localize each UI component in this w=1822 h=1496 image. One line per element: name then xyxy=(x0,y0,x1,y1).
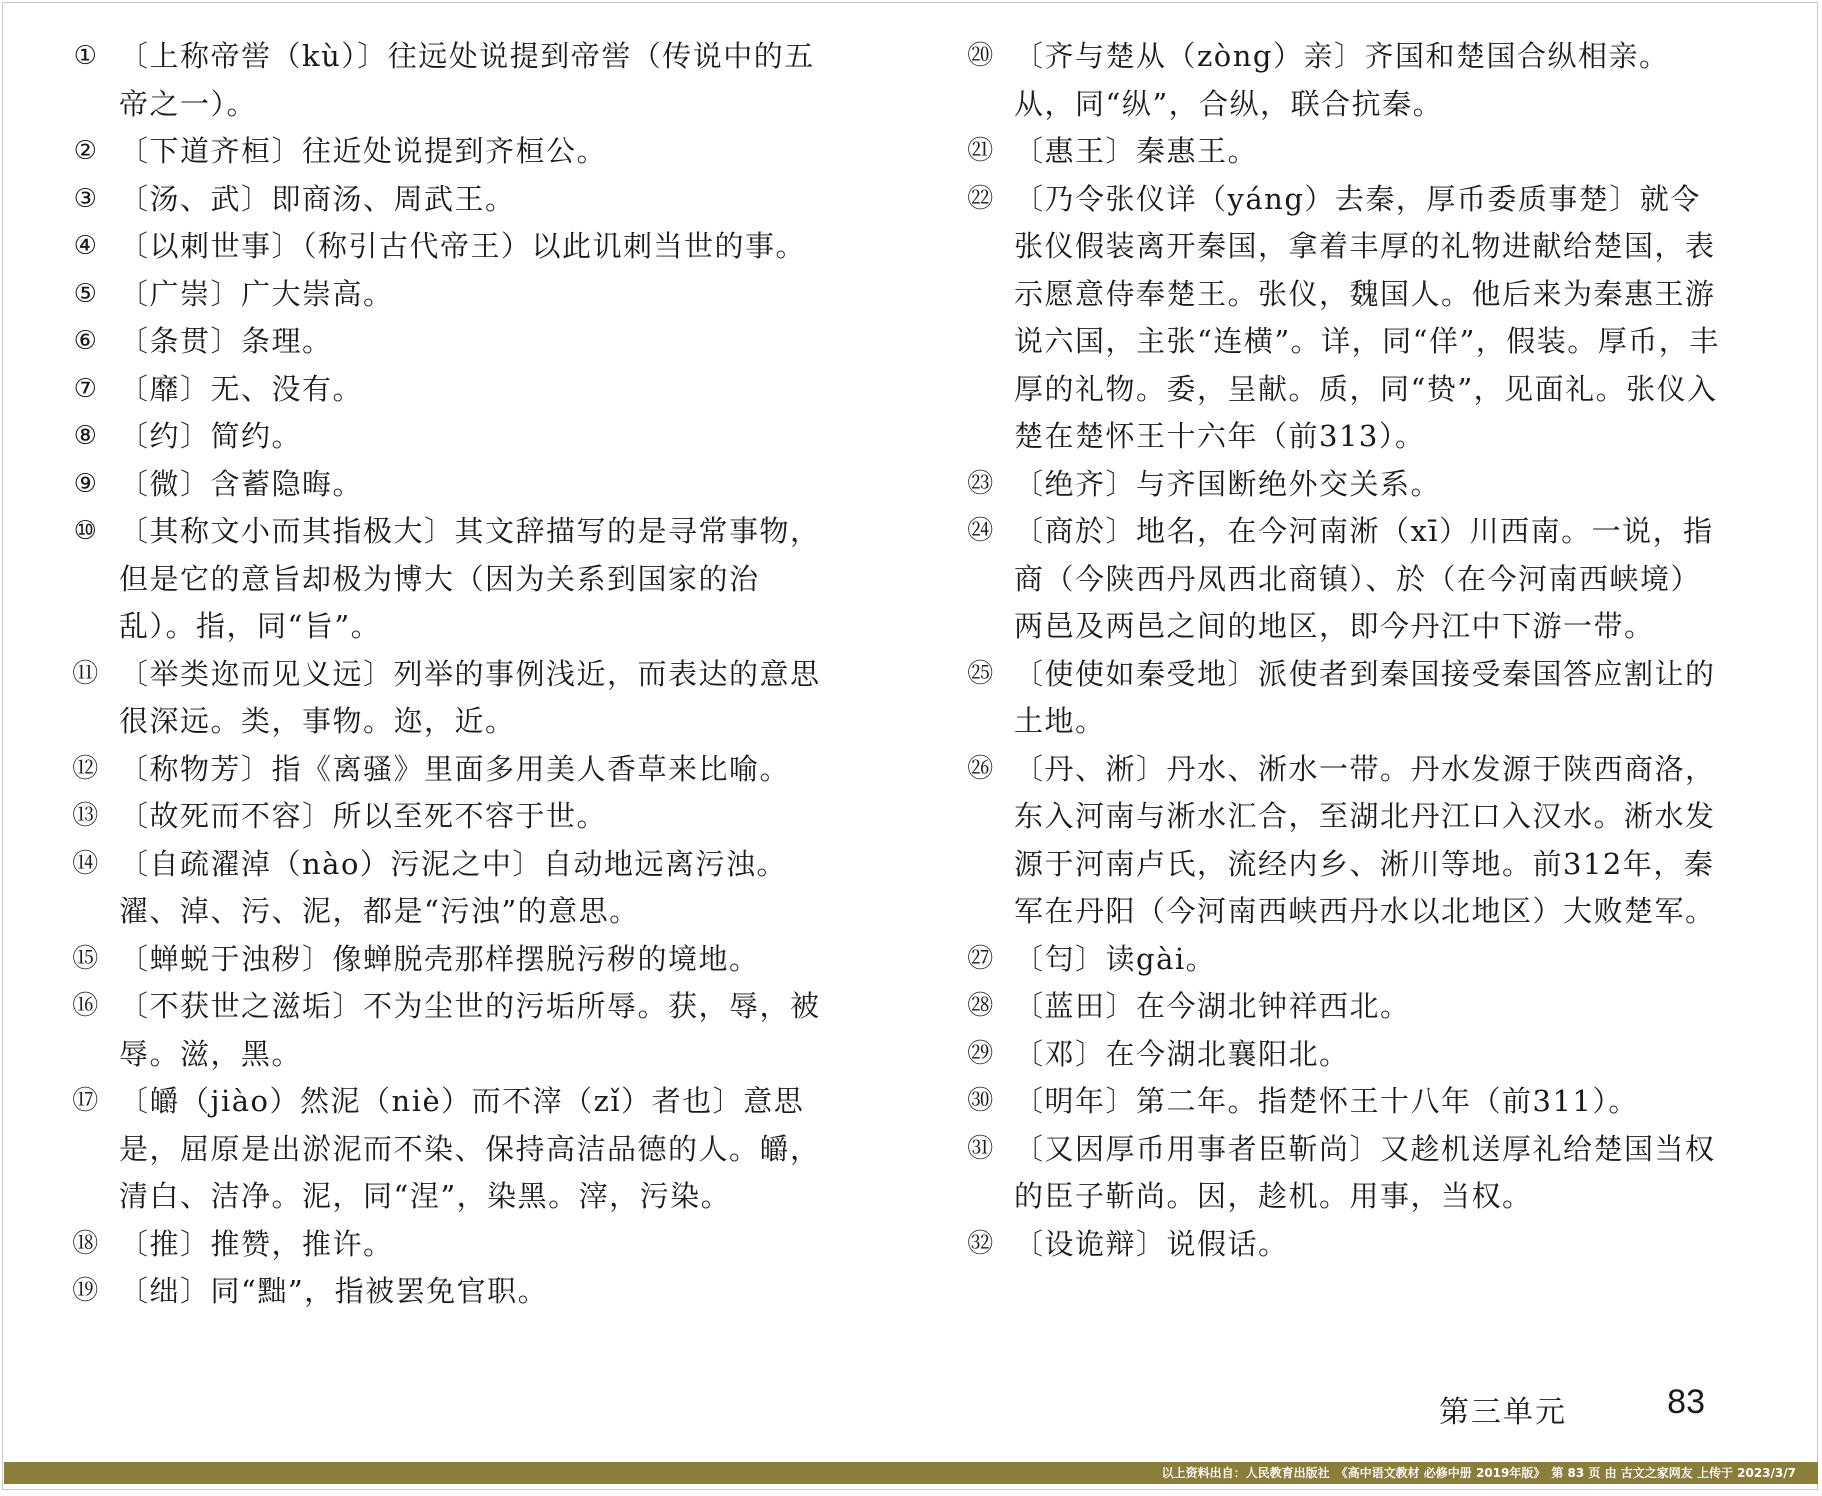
note-number: ⑰ xyxy=(72,1086,100,1116)
note-item xyxy=(63,746,833,794)
note-number: ⑯ xyxy=(72,991,100,1021)
note-gloss: 推赞，推许。 xyxy=(210,1226,394,1261)
note-term: 〔条贯〕 xyxy=(119,324,242,358)
note-gloss: 不为尘世的污垢所辱。获，辱，被辱。滋，黑。 xyxy=(119,989,821,1071)
note-item xyxy=(63,176,833,224)
note-gloss: 自动地远离污浊。濯、淖、污、泥，都是“污浊”的意思。 xyxy=(119,846,787,928)
note-gloss: 含蓄隐晦。 xyxy=(210,466,364,501)
note-number: ㉗ xyxy=(967,943,995,974)
note-item xyxy=(958,176,1728,461)
note-gloss: 列举的事例浅近，而表达的意思很深远。类，事物。迩，近。 xyxy=(119,656,821,738)
note-number: ⑤ xyxy=(73,278,99,309)
note-gloss: 又趁机送厚礼给楚国当权的臣子靳尚。因，趁机。用事，当权。 xyxy=(1014,1131,1716,1213)
note-number: ⑦ xyxy=(73,373,99,404)
note-number: ㉚ xyxy=(967,1086,995,1116)
source-attribution-bar: 以上资料出自：人民教育出版社 《高中语文教材 必修中册 2019年版》 第 83 页 由 古文之家网友 上传于 2023/3/7 xyxy=(4,1462,1818,1484)
note-number: ㉘ xyxy=(967,991,995,1021)
note-term: 〔下道齐桓〕 xyxy=(119,134,303,168)
note-number: ㉙ xyxy=(967,1038,995,1069)
note-item xyxy=(958,1126,1728,1221)
note-gloss: 往远处说提到帝喾（传说中的五帝之一）。 xyxy=(119,39,815,121)
note-gloss: 简约。 xyxy=(210,419,303,453)
note-gloss: 意思是，屈原是出淤泥而不染、保持高洁品德的人。皭，清白、洁净。泥，同“涅”，染黑。滓，污染。 xyxy=(119,1084,821,1213)
note-number: ② xyxy=(73,136,99,166)
note-item xyxy=(63,936,833,984)
note-item xyxy=(63,128,833,176)
note-gloss: 在今湖北襄阳北。 xyxy=(1105,1036,1350,1071)
note-number: ⑳ xyxy=(967,41,995,71)
note-term: 〔邓〕 xyxy=(1014,1036,1106,1071)
note-term: 〔设诡辩〕 xyxy=(1014,1226,1167,1261)
note-term: 〔乃令张仪详（yáng）去秦，厚币委质事楚〕 xyxy=(1014,181,1640,216)
note-gloss: 派使者到秦国接受秦国答应割让的土地。 xyxy=(1014,656,1716,738)
note-item xyxy=(63,651,833,746)
note-gloss: 无、没有。 xyxy=(210,371,364,406)
note-gloss: 像蝉脱壳那样摆脱污秽的境地。 xyxy=(332,941,760,976)
textbook-page xyxy=(2,2,1818,1490)
note-gloss: 地名，在今河南淅（xī）川西南。一说，指商（今陕西丹凤西北商镇）、於（在今河南西峡境）两邑及两邑之间的地区，即今丹江中下游一带。 xyxy=(1014,514,1714,643)
note-number: ⑲ xyxy=(72,1276,100,1306)
note-gloss: 丹水、淅水一带。丹水发源于陕西商洛，东入河南与淅水汇合，至湖北丹江口入汉水。淅水发源于河南卢氏，流经内乡、淅川等地。前312年，秦军在丹阳（今河南西峡西丹水以北地区）大败楚军。 xyxy=(1014,751,1716,928)
note-term: 〔匄〕 xyxy=(1014,941,1106,976)
note-term: 〔汤、武〕 xyxy=(119,181,272,216)
note-gloss: （称引古代帝王）以此讥刺当世的事。 xyxy=(302,229,807,263)
note-item xyxy=(63,366,833,414)
note-term: 〔以刺世事〕 xyxy=(119,229,303,263)
note-item xyxy=(63,413,833,461)
note-number: ㉑ xyxy=(967,136,995,166)
note-item xyxy=(958,461,1728,509)
note-gloss: 条理。 xyxy=(241,324,333,358)
note-gloss: 所以至死不容于世。 xyxy=(332,799,608,833)
note-item xyxy=(958,936,1728,984)
notes-column-right xyxy=(958,33,1728,1268)
note-number: ㉛ xyxy=(967,1133,995,1164)
note-term: 〔推〕 xyxy=(119,1226,211,1261)
note-gloss: 第二年。指楚怀王十八年（前311）。 xyxy=(1136,1084,1639,1118)
note-item xyxy=(63,223,833,271)
note-gloss: 秦惠王。 xyxy=(1136,134,1259,168)
note-item xyxy=(63,841,833,936)
note-gloss: 齐国和楚国合纵相亲。从，同“纵”，合纵，联合抗秦。 xyxy=(1014,39,1670,121)
note-item xyxy=(958,1221,1728,1269)
note-term: 〔自疏濯淖（nào）污泥之中〕 xyxy=(119,846,543,881)
note-number: ㉓ xyxy=(967,468,995,499)
note-term: 〔其称文小而其指极大〕 xyxy=(119,514,455,548)
note-number: ④ xyxy=(73,231,99,261)
note-item xyxy=(958,1031,1728,1079)
note-gloss: 即商汤、周武王。 xyxy=(271,181,516,216)
note-gloss: 读gài。 xyxy=(1105,941,1217,976)
note-number: ⑬ xyxy=(72,801,100,831)
note-gloss: 说假话。 xyxy=(1166,1226,1289,1261)
note-item xyxy=(63,461,833,509)
note-term: 〔又因厚币用事者臣靳尚〕 xyxy=(1014,1131,1381,1166)
page-number: 83 xyxy=(1667,1383,1705,1421)
note-gloss: 与齐国断绝外交关系。 xyxy=(1136,466,1442,501)
note-number: ⑩ xyxy=(73,516,99,546)
note-item xyxy=(63,508,833,651)
note-item xyxy=(958,1078,1728,1126)
note-gloss: 在今湖北钟祥西北。 xyxy=(1136,989,1411,1023)
note-item xyxy=(958,33,1728,128)
note-gloss: 指《离骚》里面多用美人香草来比喻。 xyxy=(271,751,791,786)
note-number: ⑭ xyxy=(72,848,100,879)
note-term: 〔皭（jiào）然泥（niè）而不滓（zǐ）者也〕 xyxy=(119,1084,744,1118)
note-term: 〔上称帝喾（kù）〕 xyxy=(119,39,388,73)
note-term: 〔广崇〕 xyxy=(119,276,242,311)
note-number: ⑫ xyxy=(72,753,100,784)
note-item xyxy=(958,746,1728,936)
note-gloss: 往近处说提到齐桓公。 xyxy=(302,134,608,168)
note-gloss: 就令张仪假装离开秦国，拿着丰厚的礼物进献给楚国，表示愿意侍奉楚王。张仪，魏国人。他后来为秦惠王游说六国，主张“连横”。详，同“佯”，假装。厚币，丰厚的礼物。委，呈献。质，同“贽”，见面礼。张仪入楚在楚怀王十六年（前313）。 xyxy=(1014,181,1720,453)
note-item xyxy=(63,983,833,1078)
note-number: ㉒ xyxy=(967,183,995,214)
note-gloss: 同“黜”，指被罢免官职。 xyxy=(210,1274,549,1308)
note-number: ⑧ xyxy=(73,421,99,451)
note-term: 〔不获世之滋垢〕 xyxy=(119,989,364,1023)
note-number: ⑨ xyxy=(73,468,99,499)
note-term: 〔惠王〕 xyxy=(1014,134,1137,168)
note-number: ㉔ xyxy=(967,516,995,546)
note-term: 〔蝉蜕于浊秽〕 xyxy=(119,941,333,976)
note-item xyxy=(958,983,1728,1031)
note-item xyxy=(63,1221,833,1269)
note-item xyxy=(63,793,833,841)
note-term: 〔绝齐〕 xyxy=(1014,466,1137,501)
note-number: ⑱ xyxy=(72,1228,100,1259)
note-term: 〔绌〕 xyxy=(119,1274,211,1308)
note-item xyxy=(63,1078,833,1221)
note-term: 〔齐与楚从（zòng）亲〕 xyxy=(1014,39,1365,73)
note-term: 〔使使如秦受地〕 xyxy=(1014,656,1259,691)
unit-label: 第三单元 xyxy=(1439,1395,1567,1430)
note-term: 〔蓝田〕 xyxy=(1014,989,1137,1023)
note-term: 〔丹、淅〕 xyxy=(1014,751,1167,786)
note-term: 〔靡〕 xyxy=(119,371,211,406)
note-item xyxy=(63,318,833,366)
note-item xyxy=(63,271,833,319)
note-item xyxy=(958,508,1728,651)
note-gloss: 广大崇高。 xyxy=(241,276,394,311)
note-term: 〔举类迩而见义远〕 xyxy=(119,656,394,691)
note-number: ① xyxy=(73,41,99,71)
note-item xyxy=(958,128,1728,176)
note-number: ⑮ xyxy=(72,943,100,974)
note-term: 〔故死而不容〕 xyxy=(119,799,333,833)
note-number: ⑥ xyxy=(73,326,99,356)
note-number: ③ xyxy=(73,183,99,214)
note-number: ⑪ xyxy=(72,658,100,689)
note-item xyxy=(63,33,833,128)
note-number: ㉕ xyxy=(967,658,995,689)
note-term: 〔约〕 xyxy=(119,419,211,453)
note-term: 〔称物芳〕 xyxy=(119,751,272,786)
note-gloss: 其文辞描写的是寻常事物，但是它的意旨却极为博大（因为关系到国家的治乱）。指，同“旨”。 xyxy=(119,514,821,643)
note-number: ㉜ xyxy=(967,1228,995,1259)
note-term: 〔明年〕 xyxy=(1014,1084,1137,1118)
note-item xyxy=(958,651,1728,746)
note-item xyxy=(63,1268,833,1316)
note-term: 〔微〕 xyxy=(119,466,211,501)
notes-column-left xyxy=(63,33,833,1316)
note-number: ㉖ xyxy=(967,753,995,784)
note-term: 〔商於〕 xyxy=(1014,514,1137,548)
